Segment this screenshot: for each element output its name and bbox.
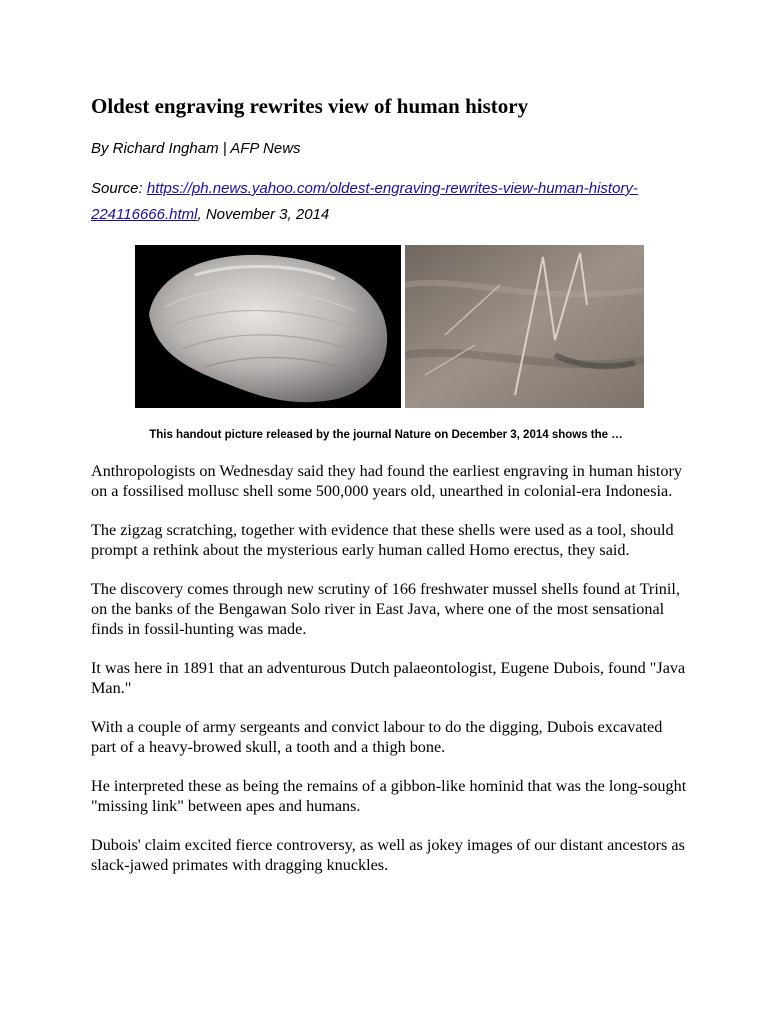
article-figure (135, 245, 644, 408)
shell-image (135, 245, 401, 408)
article-paragraph: The discovery comes through new scrutiny of 166 freshwater mussel shells found at Trinil, on the banks of the Bengawan Solo river in East Java, where one of the most sensational finds in fossil-hunting was made. (91, 580, 680, 638)
source-date: , November 3, 2014 (197, 206, 330, 223)
article-paragraph: Dubois' claim excited fierce controversy, as well as jokey images of our distant ancestors as slack-jawed primates with dragging knuckles. (91, 836, 685, 874)
engraving-image (405, 245, 644, 408)
article-source (91, 176, 681, 228)
shell-photo (135, 245, 401, 408)
article-paragraph: With a couple of army sergeants and convict labour to do the digging, Dubois excavated part of a heavy-browed skull, a tooth and a thigh bone. (91, 718, 663, 756)
article-title: Oldest engraving rewrites view of human history (91, 94, 529, 118)
article-paragraph: He interpreted these as being the remains of a gibbon-like hominid that was the long-sought "missing link" between apes and humans. (91, 777, 687, 815)
article-paragraph: It was here in 1891 that an adventurous Dutch palaeontologist, Eugene Dubois, found "Java Man." (91, 659, 686, 697)
source-link[interactable]: https://ph.news.yahoo.com/oldest-engraving-rewrites-view-human-history-224116666.html (91, 180, 638, 223)
article-byline: By Richard Ingham | AFP News (91, 140, 301, 157)
article-paragraph: Anthropologists on Wednesday said they had found the earliest engraving in human history on a fossilised mollusc shell some 500,000 years old, unearthed in colonial-era Indonesia. (91, 462, 682, 500)
source-label: Source: (91, 180, 147, 197)
article-body (91, 461, 691, 894)
engraving-photo (405, 245, 644, 408)
figure-caption: This handout picture released by the journal Nature on December 3, 2014 shows the … (149, 429, 623, 441)
article-paragraph: The zigzag scratching, together with evidence that these shells were used as a tool, should prompt a rethink about the mysterious early human called Homo erectus, they said. (91, 521, 674, 559)
